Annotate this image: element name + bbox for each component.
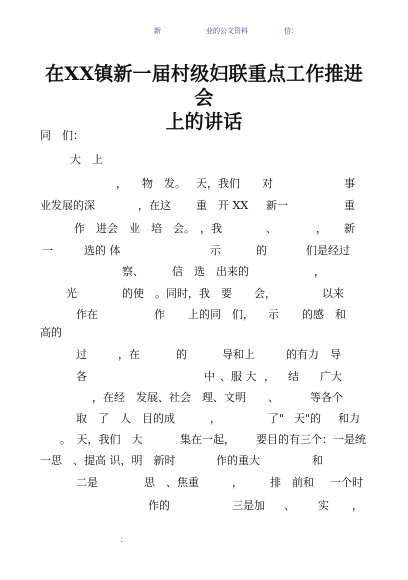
text-fragment: ，	[116, 177, 127, 190]
text-fragment: 等各个	[310, 391, 343, 404]
text-fragment: 和力	[338, 412, 360, 425]
text-fragment: ，在经 发展、社会 理、文明	[92, 391, 246, 404]
text-line	[0, 474, 408, 490]
text-fragment: ，	[316, 222, 327, 235]
text-fragment: 作的重大	[216, 454, 260, 467]
text-fragment: 、	[284, 499, 295, 512]
text-fragment: 集在一起，	[180, 433, 235, 446]
text-fragment: 的	[176, 348, 187, 361]
text-fragment: 思 、焦重	[144, 476, 199, 489]
text-fragment: 一思 、提高 识，明 新时	[40, 454, 176, 467]
title-line-2: 上的讲话	[165, 111, 243, 133]
text-fragment: 、	[266, 222, 277, 235]
text-fragment: 对	[262, 177, 273, 190]
text-fragment: 一个时	[330, 476, 363, 489]
text-line	[0, 175, 408, 191]
text-line	[0, 151, 408, 167]
text-fragment: 察、	[122, 265, 144, 278]
text-fragment: 中	[204, 370, 215, 383]
text-fragment: ，	[210, 412, 221, 425]
text-line	[0, 497, 408, 513]
text-fragment: 了"	[268, 412, 285, 425]
text-line	[0, 410, 408, 426]
text-fragment: 、服 大	[220, 370, 257, 383]
page-header	[0, 26, 408, 40]
text-fragment: ，	[232, 476, 243, 489]
text-line	[0, 263, 408, 279]
text-fragment: 示	[268, 308, 279, 321]
text-fragment: 结	[288, 370, 299, 383]
text-fragment: 物 发。	[142, 177, 186, 190]
text-fragment: 大 上	[70, 153, 103, 166]
text-fragment: 和	[312, 454, 323, 467]
text-fragment: 广大	[320, 370, 342, 383]
text-fragment: ，	[264, 370, 275, 383]
text-fragment: 事	[344, 177, 355, 190]
text-line	[0, 368, 408, 384]
text-fragment: 天，我们	[196, 177, 240, 190]
text-line	[0, 242, 408, 258]
text-fragment: 会，	[254, 287, 276, 300]
text-fragment: 。 天，我们 大	[60, 433, 143, 446]
text-fragment: 天"的	[294, 412, 322, 425]
text-fragment: 作在	[76, 308, 98, 321]
text-line	[0, 431, 408, 447]
text-fragment: ，在这	[138, 199, 171, 212]
text-fragment: 三是加	[232, 499, 265, 512]
text-fragment: 二是	[76, 476, 98, 489]
text-fragment: 作	[154, 308, 165, 321]
text-fragment: 排 前和	[270, 476, 314, 489]
text-fragment: 各	[76, 370, 87, 383]
text-fragment: ，	[314, 265, 325, 278]
text-line	[0, 197, 408, 213]
text-fragment: 导和上	[222, 348, 255, 361]
document-title	[40, 62, 368, 134]
text-fragment: 光	[66, 287, 77, 300]
text-fragment: 选的 体	[84, 244, 121, 257]
title-line-1: 在XX镇新一届村级妇联重点工作推进会	[45, 63, 363, 109]
text-line	[0, 346, 408, 362]
footer-mark: ：	[120, 535, 128, 544]
text-fragment: 的有力 导	[286, 348, 341, 361]
text-fragment: 新一	[266, 199, 288, 212]
text-line	[0, 306, 408, 322]
text-fragment: 取 了 人 目的成	[76, 412, 175, 425]
text-fragment: ，我	[200, 222, 222, 235]
text-line	[0, 452, 408, 468]
text-fragment: 们是经过	[306, 244, 350, 257]
text-fragment: 一	[42, 244, 53, 257]
text-fragment: 作的	[148, 499, 170, 512]
text-fragment: 重 开 XX	[196, 199, 249, 212]
text-line	[0, 324, 408, 340]
text-fragment: ，	[352, 499, 363, 512]
header-right: 信：	[284, 27, 298, 35]
text-fragment: 重	[344, 199, 355, 212]
text-fragment: 要目的有三个：一是统	[256, 433, 366, 446]
text-fragment: 以来	[322, 287, 344, 300]
text-fragment: 作 进会 业 培 会。	[74, 222, 195, 235]
text-fragment: 同 们：	[40, 129, 84, 142]
text-line	[0, 220, 408, 236]
text-fragment: 示	[210, 244, 221, 257]
text-fragment: 新	[344, 222, 355, 235]
text-fragment: 信 选 出来的	[172, 265, 249, 278]
text-fragment: 的使 。同时，我 要	[122, 287, 232, 300]
text-line	[0, 389, 408, 405]
text-fragment: ，在	[118, 348, 140, 361]
header-middle: 业的公文资料	[206, 27, 248, 35]
text-fragment: 上的同 们，	[188, 308, 254, 321]
text-fragment: 、	[268, 391, 279, 404]
header-left: 新	[154, 27, 161, 35]
text-line	[0, 285, 408, 301]
text-line	[0, 127, 408, 143]
text-fragment: 的	[256, 244, 267, 257]
text-fragment: 高的	[40, 326, 62, 339]
text-fragment: 实	[318, 499, 329, 512]
text-fragment: 过	[76, 348, 87, 361]
text-fragment: 的感 和	[302, 308, 346, 321]
text-fragment: 业发展的深	[40, 199, 95, 212]
